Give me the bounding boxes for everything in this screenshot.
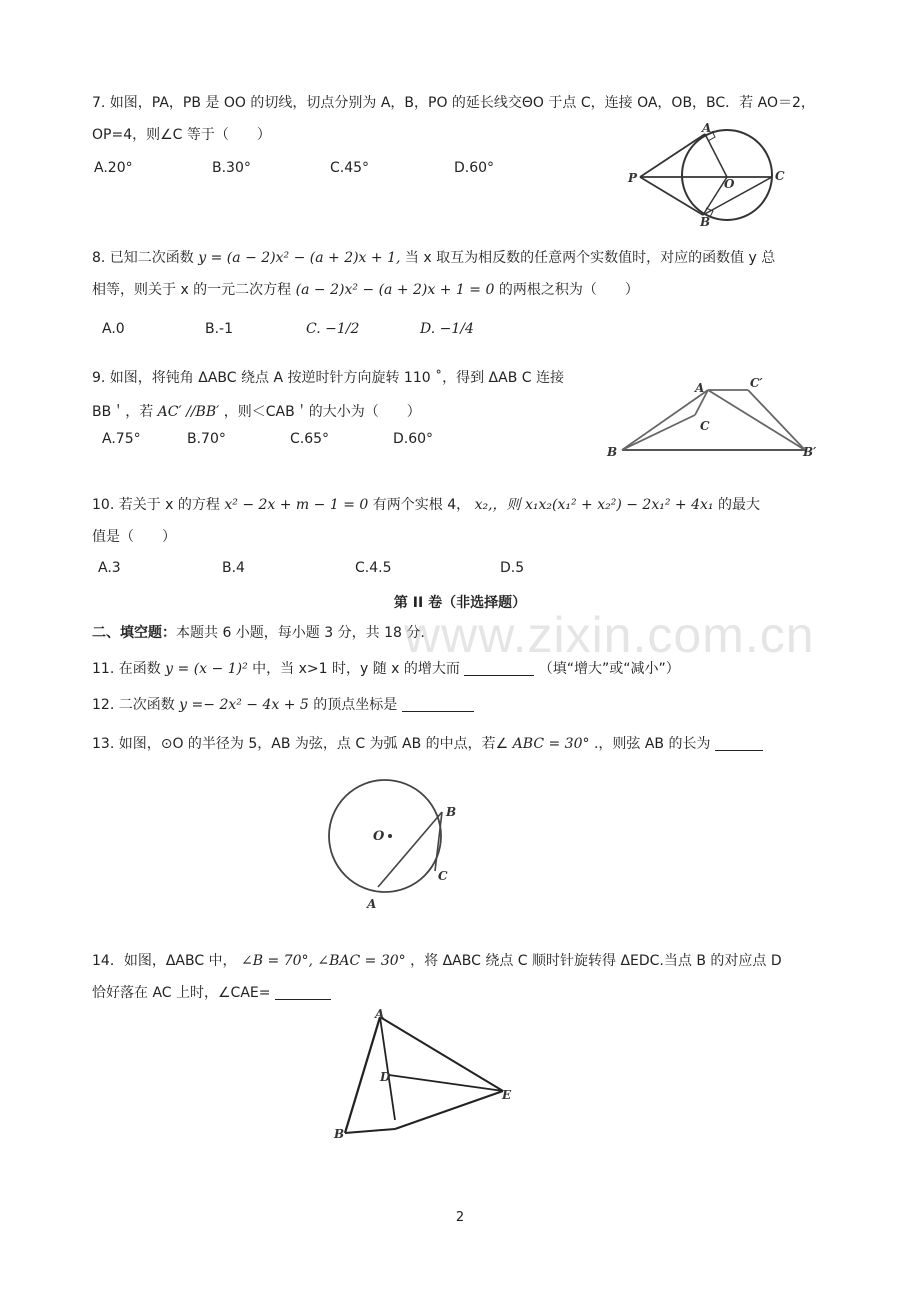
- q8-option-a: A.0: [102, 321, 125, 337]
- q12-line: [92, 694, 474, 714]
- q8-equation-formula: (a − 2)x² − (a + 2)x + 1 = 0: [295, 282, 495, 298]
- q8-line1-prefix: 8. 已知二次函数: [92, 250, 194, 266]
- q7-label-c: C: [775, 169, 785, 183]
- q7-line1: 7. 如图，PA，PB 是 OO 的切线，切点分别为 A，B，PO 的延长线交ΘO 于点 C，连接 OA，OB，BC．若 AO＝2，: [92, 95, 815, 111]
- q10-line1-mid: 有两个实根 4，: [372, 497, 471, 513]
- q13-suffix: .，则弦 AB 的长为: [593, 736, 711, 752]
- q10-option-a: A.3: [98, 560, 121, 576]
- q10-equation-formula: x² − 2x + m − 1 = 0: [224, 497, 369, 513]
- q11-formula: y = (x − 1)²: [165, 661, 248, 677]
- q14-label-d: D: [380, 1070, 391, 1084]
- q14-line2: [92, 982, 331, 1002]
- q9-label-b: B: [607, 445, 618, 459]
- q13-figure: [325, 772, 475, 914]
- q9-line2: [92, 401, 421, 421]
- q9-figure: [600, 370, 830, 462]
- q14-label-b: B: [334, 1127, 345, 1141]
- q10-line1: [92, 494, 760, 514]
- q9-line1: 9. 如图，将钝角 ΔABC 绕点 A 按逆时针方向旋转 110 ˚，得到 ΔAB C 连接: [92, 370, 564, 386]
- q9-line2-prefix: BB＇，若: [92, 404, 154, 420]
- q10-option-b: B.4: [222, 560, 245, 576]
- q8-option-b: B.-1: [205, 321, 234, 337]
- q7-label-a: A: [702, 121, 712, 135]
- q10-expression: x₁x₂(x₁² + x₂²) − 2x₁² + 4x₁: [524, 497, 714, 513]
- fill-in-header-label: 二、填空题：: [92, 625, 176, 641]
- q14-figure: [325, 1005, 525, 1145]
- q7-option-c: C.45°: [330, 160, 370, 176]
- q13-prefix: 13. 如图，⊙O 的半径为 5，AB 为弦，点 C 为弧 AB 的中点，若∠: [92, 736, 509, 752]
- q7-figure: [620, 120, 790, 230]
- q11-line: [92, 658, 680, 678]
- q10-option-d: D.5: [500, 560, 525, 576]
- q14-prefix: 14．如图，ΔABC 中，: [92, 953, 237, 969]
- q14-line1: [92, 950, 782, 970]
- q14-label-a: A: [375, 1007, 385, 1021]
- q12-answer-blank[interactable]: [402, 697, 474, 712]
- q13-line: [92, 733, 763, 753]
- fill-in-header-text: 本题共 6 小题，每小题 3 分，共 18 分.: [176, 625, 425, 641]
- q13-label-b: B: [446, 805, 457, 819]
- q7-line2: OP=4，则∠C 等于（ ）: [92, 127, 271, 143]
- q10-line1-prefix: 10. 若关于 x 的方程: [92, 497, 220, 513]
- q9-line2-suffix: ，则＜CAB＇的大小为（ ）: [223, 404, 421, 420]
- section-title: 第 II 卷（非选择题）: [393, 595, 527, 611]
- q8-line2: [92, 279, 639, 299]
- q12-suffix: 的顶点坐标是: [313, 697, 398, 713]
- q11-prefix: 11. 在函数: [92, 661, 161, 677]
- watermark: www.zixin.com.cn: [404, 607, 815, 663]
- q7-option-d: D.60°: [454, 160, 495, 176]
- q9-option-a: A.75°: [102, 431, 141, 447]
- q14-label-e: E: [502, 1088, 512, 1102]
- q10-option-c: C.4.5: [355, 560, 392, 576]
- q8-option-d: D. −1/4: [420, 321, 474, 337]
- q8-line2-suffix: 的两根之积为（ ）: [498, 282, 639, 298]
- q13-formula: ABC = 30°: [512, 736, 590, 752]
- q10-root-x2: x₂,，则: [474, 497, 521, 513]
- q9-option-c: C.65°: [290, 431, 330, 447]
- q13-label-c: C: [438, 869, 448, 883]
- q9-label-a: A: [695, 381, 705, 395]
- q10-line1-suffix: 的最大: [717, 497, 760, 513]
- q8-line2-prefix: 相等，则关于 x 的一元二次方程: [92, 282, 292, 298]
- q7-label-o: O: [724, 177, 735, 191]
- q14-line2-text: 恰好落在 AC 上时，∠CAE=: [92, 985, 271, 1001]
- q14-formula: ∠B = 70°, ∠BAC = 30°: [241, 953, 406, 969]
- q11-suffix: （填“增大”或“减小”）: [538, 661, 680, 677]
- q12-prefix: 12. 二次函数: [92, 697, 175, 713]
- q7-option-b: B.30°: [212, 160, 251, 176]
- q8-line1-suffix: 当 x 取互为相反数的任意两个实数值时，对应的函数值 y 总: [404, 250, 776, 266]
- q7-label-p: P: [628, 171, 638, 185]
- q9-label-c: C: [700, 419, 710, 433]
- q9-option-d: D.60°: [393, 431, 434, 447]
- fill-in-header: [92, 622, 425, 642]
- q7-label-b: B: [700, 215, 711, 229]
- q10-line2: 值是（ ）: [92, 529, 176, 545]
- q13-answer-blank[interactable]: [715, 736, 763, 751]
- q11-answer-blank[interactable]: [464, 661, 534, 676]
- page-number: 2: [455, 1210, 465, 1225]
- q9-parallel-formula: AC′ //BB′: [157, 404, 220, 420]
- q13-label-o: O: [373, 829, 385, 844]
- q9-label-b-prime: B′: [803, 445, 817, 459]
- q8-option-c: C. −1/2: [306, 321, 360, 337]
- q8-function-formula: y = (a − 2)x² − (a + 2)x + 1,: [198, 250, 401, 266]
- q13-label-a: A: [367, 897, 377, 911]
- q7-option-a: A.20°: [94, 160, 133, 176]
- q12-formula: y =− 2x² − 4x + 5: [179, 697, 309, 713]
- q14-suffix: ，将 ΔABC 绕点 C 顺时针旋转得 ΔEDC.当点 B 的对应点 D: [410, 953, 782, 969]
- q14-answer-blank[interactable]: [275, 985, 331, 1000]
- q9-label-c-prime: C′: [750, 376, 763, 390]
- q9-option-b: B.70°: [187, 431, 226, 447]
- q11-mid: 中，当 x>1 时，y 随 x 的增大而: [252, 661, 460, 677]
- q8-line1: [92, 247, 775, 267]
